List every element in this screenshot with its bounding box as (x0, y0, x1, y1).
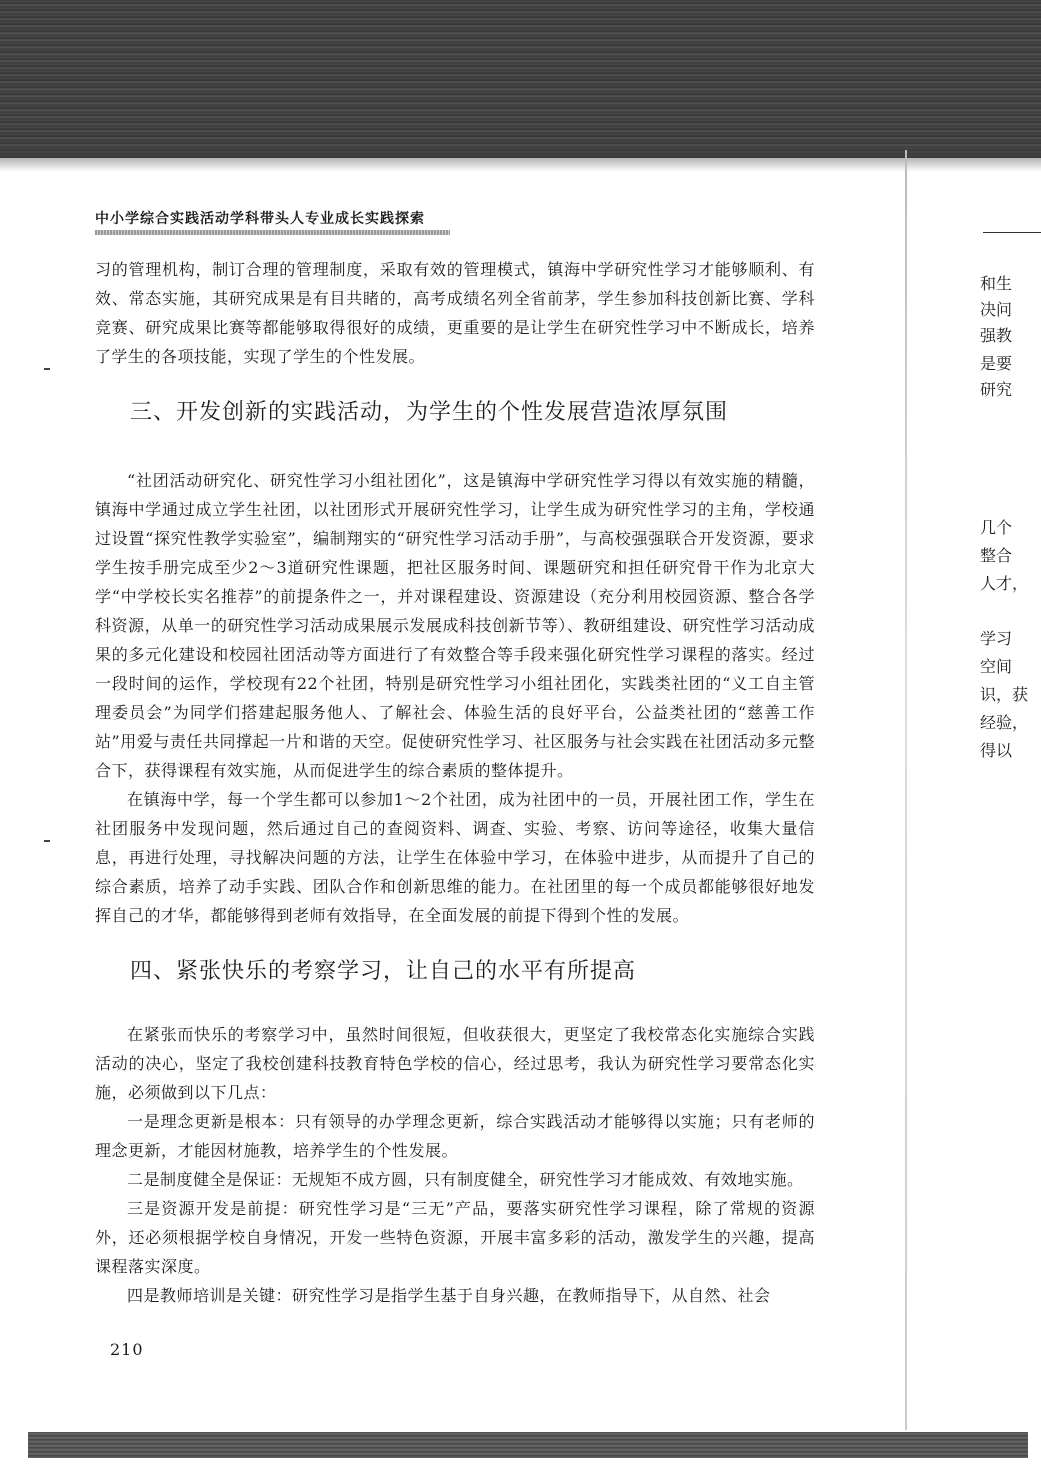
adjacent-text-fragment: 几个 (980, 518, 1013, 537)
page-fold-shadow (905, 150, 907, 1430)
adjacent-page-rule (983, 232, 1041, 233)
intro-paragraph: 习的管理机构，制订合理的管理制度，采取有效的管理模式，镇海中学研究性学习才能够顺利、有效、常态实施，其研究成果是有目共睹的，高考成绩名列全省前茅，学生参加科技创新比赛、学科竞赛、研究成果比赛等都能够取得很好的成绩，更重要的是让学生在研究性学习中不断成长，培养了学生的各项技能，实现了学生的个性发展。 (95, 260, 815, 366)
adjacent-text-fragment: 学习 (980, 629, 1013, 648)
page-number: 210 (110, 1340, 144, 1359)
adjacent-text-fragment: 强教 (980, 326, 1013, 345)
adjacent-text-fragment: 研究 (980, 380, 1013, 399)
adjacent-text-fragment: 识，获 (980, 685, 1029, 704)
adjacent-text-fragment: 得以 (980, 741, 1013, 760)
adjacent-text-fragment: 是要 (980, 354, 1013, 373)
margin-mark (44, 368, 50, 370)
running-title: 中小学综合实践活动学科带头人专业成长实践探索 (95, 211, 425, 227)
section-3-heading: 三、开发创新的实践活动，为学生的个性发展营造浓厚氛围 (130, 400, 729, 425)
section-3-paragraph: “社团活动研究化、研究性学习小组社团化”，这是镇海中学研究性学习得以有效实施的精髓，镇海中学通过成立学生社团，以社团形式开展研究性学习，让学生成为研究性学习的主角，学校通过设置“探究性教学实验室”，编制翔实的“研究性学习活动手册”，与高校强强联合开发资源，要求学生按手册完成至少2～3道研究性课题，把社区服务时间、课题研究和担任研究骨干作为北京大学“中学校长实名推荐”的前提条件之一，并对课程建设、资源建设（充分利用校园资源、整合各学科资源，从单一的研究性学习活动成果展示发展成科技创新节等）、教研组建设、研究性学习活动成果的多元化建设和校园社团活动等方面进行了有效整合等手段来强化研究性学习课程的落实。经过一段时间的运作，学校现有22个社团，特别是研究性学习小组社团化，实践类社团的“义工自主管理委员会”为同学们搭建起服务他人、了解社会、体验生活的良好平台，公益类社团的“慈善工作站”用爱与责任共同撑起一片和谐的天空。促使研究性学习、社区服务与社会实践在社团活动多元整合下，获得课程有效实施，从而促进学生的综合素质的整体提升。 (95, 471, 815, 780)
section-4-paragraph: 一是理念更新是根本：只有领导的办学理念更新，综合实践活动才能够得以实施；只有老师的理念更新，才能因材施教，培养学生的个性发展。 (95, 1112, 815, 1160)
adjacent-text-fragment: 和生 (980, 274, 1013, 293)
section-4-paragraph: 二是制度健全是保证：无规矩不成方圆，只有制度健全，研究性学习才能成效、有效地实施。 (127, 1170, 804, 1189)
main-text (95, 255, 815, 1310)
section-4-paragraph: 三是资源开发是前提：研究性学习是“三无”产品，要落实研究性学习课程，除了常规的资源外，还必须根据学校自身情况，开发一些特色资源，开展丰富多彩的活动，激发学生的兴趣，提高课程落实深度。 (95, 1199, 815, 1276)
running-title-rule (95, 230, 450, 235)
margin-mark (44, 840, 50, 842)
section-4-paragraph: 四是教师培训是关键：研究性学习是指学生基于自身兴趣，在教师指导下，从自然、社会 (127, 1286, 771, 1305)
section-4-paragraph: 在紧张而快乐的考察学习中，虽然时间很短，但收获很大，更坚定了我校常态化实施综合实践活动的决心，坚定了我校创建科技教育特色学校的信心，经过思考，我认为研究性学习要常态化实施，必须做到以下几点： (95, 1025, 815, 1102)
adjacent-text-fragment: 整合 (980, 546, 1013, 565)
adjacent-page-fragment (978, 0, 1041, 1473)
adjacent-text-fragment: 决问 (980, 300, 1013, 319)
section-4-heading: 四、紧张快乐的考察学习，让自己的水平有所提高 (130, 959, 637, 984)
adjacent-text-fragment: 人才， (980, 574, 1029, 593)
adjacent-text-fragment: 经验， (980, 713, 1029, 732)
scan-border-top (0, 0, 1041, 158)
scan-border-bottom (28, 1432, 1028, 1458)
section-3-paragraph: 在镇海中学，每一个学生都可以参加1～2个社团，成为社团中的一员，开展社团工作，学生在社团服务中发现问题，然后通过自己的查阅资料、调查、实验、考察、访问等途径，收集大量信息，再进行处理，寻找解决问题的方法，让学生在体验中学习，在体验中进步，从而提升了自己的综合素质，培养了动手实践、团队合作和创新思维的能力。在社团里的每一个成员都能够很好地发挥自己的才华，都能够得到老师有效指导，在全面发展的前提下得到个性的发展。 (95, 790, 815, 925)
adjacent-text-fragment: 空间 (980, 657, 1013, 676)
